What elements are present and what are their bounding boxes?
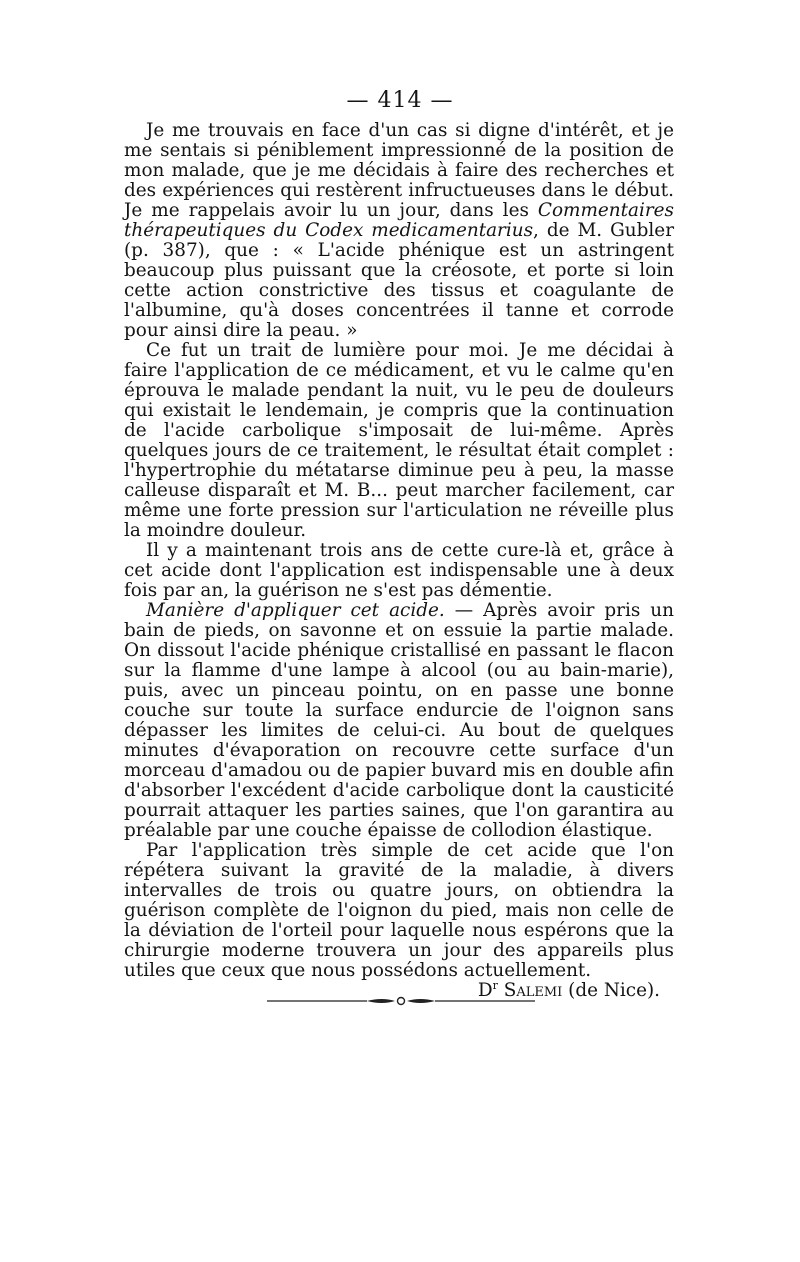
- ornamental-rule: [267, 996, 535, 1006]
- article-body: [124, 121, 674, 1001]
- section-heading-italic: Manière d'appliquer cet acide.: [146, 600, 445, 621]
- author-title: D: [477, 980, 493, 1001]
- paragraph-1-text-a: Je me trouvais en face d'un cas si digne d'intérêt, et je me sentais si péniblement impressionné de la position de mon malade, que je me décidais à faire des recherches et des expériences qui restèrent infructueuses dans le début. Je me rappelais avoir lu un jour, dans les: [124, 120, 674, 221]
- paragraph-3: Il y a maintenant trois ans de cette cure-là et, grâce à cet acide dont l'application est indispensable une à deux fois par an, la guérison ne s'est pas démentie.: [124, 540, 674, 601]
- author-title-sup: r: [492, 978, 498, 992]
- paragraph-1: [124, 121, 674, 341]
- author-place: (de Nice).: [568, 980, 660, 1001]
- paragraph-5: Par l'application très simple de cet acide que l'on répétera suivant la gravité de la maladie, à divers intervalles de trois ou quatre jours, on obtiendra la guérison complète de l'oignon du pied, mais non celle de la déviation de l'orteil pour laquelle nous espérons que la chirurgie moderne trouvera un jour des appareils plus utiles que ceux que nous possédons actuellement.: [124, 840, 674, 981]
- book-title-italic: Commentaires thérapeutiques du Codex medicamentarius: [124, 200, 674, 241]
- paragraph-2: Ce fut un trait de lumière pour moi. Je me décidai à faire l'application de ce médicament, et vu le calme qu'en éprouva le malade pendant la nuit, vu le peu de douleurs qui existait le lendemain, je compris que la continuation de l'acide carbolique s'imposait de lui-même. Après quelques jours de ce traitement, le résultat était complet : l'hypertrophie du métatarse diminue peu à peu, la masse calleuse disparaît et M. B... peut marcher facilement, car même une forte pression sur l'articulation ne réveille plus la moindre douleur.: [124, 340, 674, 541]
- paragraph-4-text: — Après avoir pris un bain de pieds, on savonne et on essuie la partie malade. On dissout l'acide phénique cristallisé en passant le flacon sur la flamme d'une lampe à alcool (ou au bain-marie), puis, avec un pinceau pointu, on en passe une bonne couche sur toute la surface endurcie de l'oignon sans dépasser les limites de celui-ci. Au bout de quelques minutes d'évaporation on recouvre cette surface d'un morceau d'amadou ou de papier buvard mis en double afin d'absorber l'excédent d'acide carbolique dont la causticité pourrait attaquer les parties saines, que l'on garantira au préalable par une couche épaisse de collodion élastique.: [124, 600, 674, 841]
- paragraph-1-text-b: , de M. Gubler (p. 387), que : « L'acide phénique est un astringent beaucoup plus puissant que la créosote, et porte si loin cette action constrictive des tissus et coagulante de l'albumine, qu'à doses concentrées il tanne et corrode pour ainsi dire la peau. »: [124, 220, 674, 341]
- paragraph-4: [124, 601, 674, 841]
- author-name: Salemi: [503, 980, 563, 1001]
- page-number: — 414 —: [346, 88, 454, 113]
